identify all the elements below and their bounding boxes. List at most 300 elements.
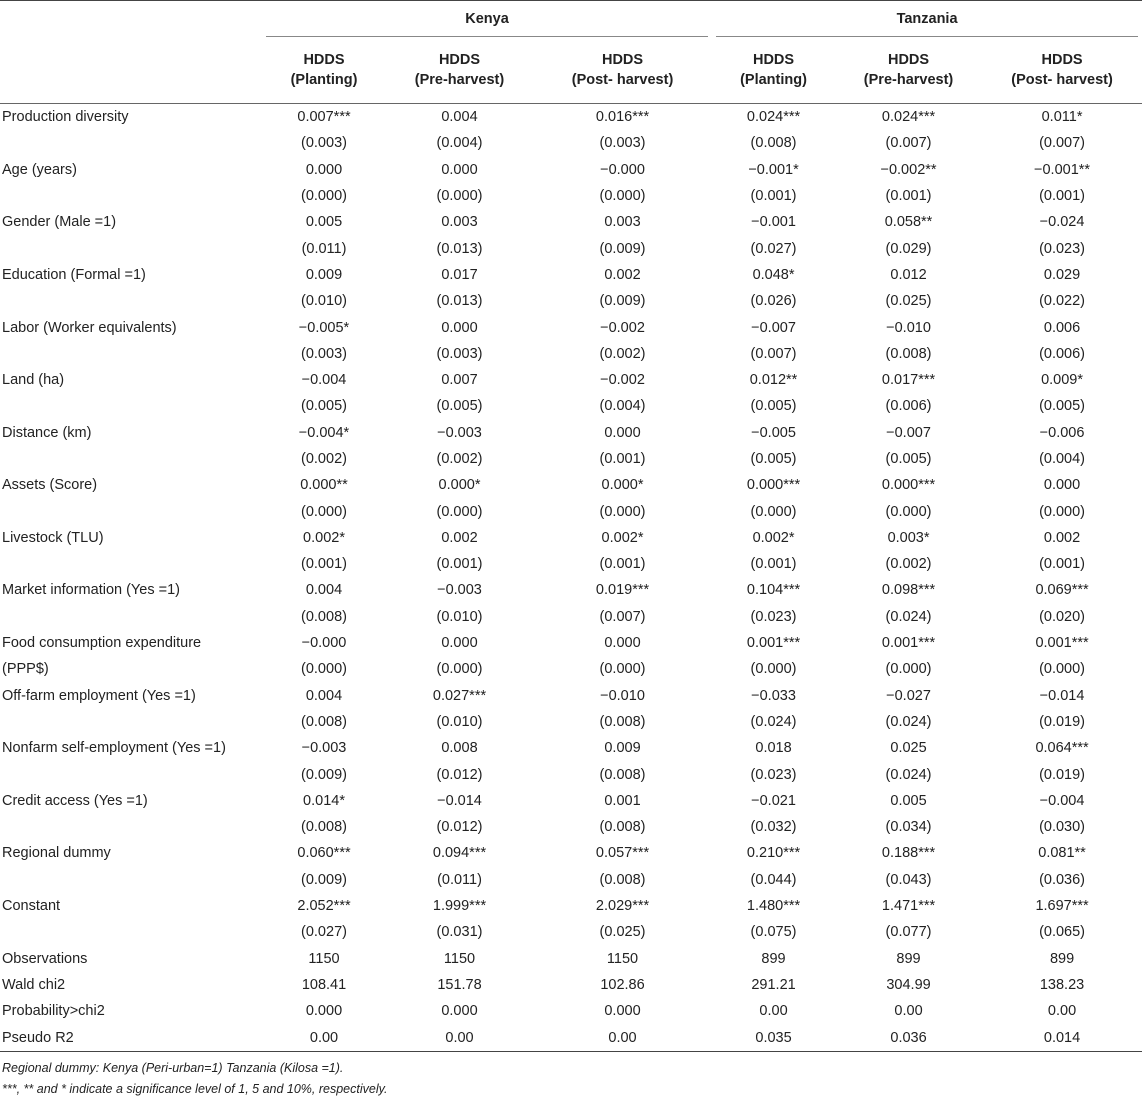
table-cell: (0.000) <box>750 661 797 678</box>
table-body <box>0 104 1142 1052</box>
table-cell: −0.014 <box>1039 687 1085 704</box>
table-cell: (0.000) <box>301 503 347 520</box>
table-cell: 0.000 <box>604 635 641 652</box>
table-cell: 0.00 <box>533 1024 712 1051</box>
column-header-5 <box>835 37 982 104</box>
table-cell: (0.000) <box>885 503 932 520</box>
table-cell: (0.011) <box>437 871 482 888</box>
table-cell: (0.019) <box>1039 766 1086 783</box>
table-cell: (0.008) <box>599 766 646 783</box>
table-row <box>0 709 1142 735</box>
table-cell: −0.001* <box>748 161 799 178</box>
table-row <box>0 183 1142 209</box>
table-cell: (0.007) <box>750 345 797 362</box>
table-cell: (0.008) <box>301 819 347 836</box>
table-cell: (0.006) <box>1039 345 1086 362</box>
table-cell: −0.021 <box>751 792 796 809</box>
table-cell: (0.002) <box>301 451 347 467</box>
table-cell: (0.012) <box>436 766 483 783</box>
table-cell: 0.003 <box>604 214 641 231</box>
table-cell: (0.000) <box>599 661 646 678</box>
table-cell: 138.23 <box>1039 976 1085 993</box>
table-cell: 0.002 <box>1043 529 1081 546</box>
table-cell: −0.024 <box>1039 214 1085 231</box>
table-cell: (0.005) <box>885 451 932 467</box>
table-row <box>0 446 1142 472</box>
table-cell: (0.001) <box>1039 556 1086 573</box>
row-label <box>0 341 262 367</box>
table-cell: 0.001*** <box>881 635 936 652</box>
table-cell: (0.001) <box>885 188 932 205</box>
table-cell: (0.012) <box>436 819 483 836</box>
table-cell: 2.029*** <box>595 898 650 915</box>
row-label: Land (ha) <box>2 372 65 389</box>
table-cell: (0.031) <box>436 924 483 941</box>
table-row <box>0 1024 1142 1051</box>
table-row <box>0 998 1142 1024</box>
table-cell: 0.000 <box>604 424 641 441</box>
column-header-6 <box>982 37 1142 104</box>
table-cell: 0.003* <box>887 529 930 546</box>
table-row <box>0 946 1142 972</box>
table-cell: 0.104*** <box>746 582 801 599</box>
table-cell: (0.024) <box>885 713 932 730</box>
table-cell: (0.000) <box>599 188 646 205</box>
table-cell: (0.001) <box>750 556 797 573</box>
table-cell: −0.002 <box>600 319 645 336</box>
table-cell: 0.000*** <box>881 477 936 494</box>
table-cell: 0.002 <box>604 266 641 283</box>
table-cell: 0.00 <box>1047 1003 1077 1020</box>
column-header-line: HDDS <box>1041 52 1083 68</box>
table-cell: 0.098*** <box>881 582 936 599</box>
table-cell: 0.00 <box>759 1003 788 1020</box>
table-cell: 0.058** <box>884 214 933 231</box>
table-cell: (0.077) <box>885 924 932 941</box>
table-cell: (0.007) <box>1039 135 1086 152</box>
table-cell: (0.024) <box>885 766 932 783</box>
table-cell: −0.002 <box>600 372 645 389</box>
table-cell: (0.005) <box>750 398 797 415</box>
table-cell: (0.000) <box>599 503 646 520</box>
table-cell: 291.21 <box>751 976 796 993</box>
table-cell: (0.024) <box>885 608 932 625</box>
row-label: Regional dummy <box>2 845 111 862</box>
table-cell: 0.029 <box>1043 266 1081 283</box>
table-cell: 0.009 <box>305 266 343 283</box>
table-cell: 0.004 <box>305 582 343 599</box>
table-cell: 304.99 <box>886 976 931 993</box>
row-label: Age (years) <box>2 161 77 178</box>
table-cell: 0.004 <box>441 109 478 126</box>
row-label: Livestock (TLU) <box>2 529 104 546</box>
table-cell: 0.004 <box>305 687 343 704</box>
table-cell: (0.001) <box>301 556 347 573</box>
table-cell: (0.002) <box>885 556 932 573</box>
table-cell: 0.001*** <box>746 635 801 652</box>
row-label <box>0 393 262 419</box>
table-cell: (0.022) <box>1039 293 1086 310</box>
table-cell: (0.009) <box>301 871 347 888</box>
table-cell: (0.010) <box>436 713 483 730</box>
row-label: Off-farm employment (Yes =1) <box>2 687 196 704</box>
row-label: Distance (km) <box>2 424 92 441</box>
column-header-line: HDDS <box>887 52 930 68</box>
row-label <box>0 709 262 735</box>
table-cell: (0.005) <box>301 398 347 415</box>
table-cell: −0.000 <box>301 635 347 652</box>
table-cell: 0.188*** <box>881 845 936 862</box>
row-label: Assets (Score) <box>2 477 98 494</box>
table-cell: (0.032) <box>750 819 797 836</box>
table-cell: 0.000 <box>441 635 478 652</box>
table-cell: 0.002* <box>752 529 795 546</box>
table-cell: (0.065) <box>1039 924 1086 941</box>
table-cell: −0.027 <box>886 687 931 704</box>
table-cell: (0.000) <box>436 661 483 678</box>
table-cell: (0.010) <box>436 608 483 625</box>
table-cell: (0.008) <box>750 135 797 152</box>
table-row <box>0 604 1142 630</box>
table-cell: (0.001) <box>599 451 646 467</box>
row-label: Education (Formal =1) <box>2 266 146 283</box>
table-cell: (0.003) <box>599 135 646 152</box>
table-cell: 0.000*** <box>746 477 801 494</box>
table-cell: (0.011) <box>301 240 347 257</box>
table-cell: 0.094*** <box>432 845 487 862</box>
table-cell: 0.036 <box>835 1024 982 1051</box>
table-cell: 0.000 <box>441 1003 478 1020</box>
column-header-line: (Pre-harvest) <box>863 72 954 88</box>
table-cell: 0.00 <box>894 1003 923 1020</box>
table-row <box>0 341 1142 367</box>
row-label: Observations <box>2 950 88 967</box>
table-cell: 0.000 <box>1043 477 1081 494</box>
table-cell: (0.001) <box>599 556 646 573</box>
table-notes <box>0 1058 1142 1100</box>
table-cell: 0.007*** <box>297 109 351 126</box>
table-cell: (0.030) <box>1039 819 1086 836</box>
table-cell: (0.000) <box>436 503 483 520</box>
table-cell: (0.009) <box>599 240 646 257</box>
row-label <box>0 183 262 209</box>
column-header-line: HDDS <box>303 52 345 68</box>
row-label: Wald chi2 <box>2 976 66 993</box>
table-cell: (0.008) <box>885 345 932 362</box>
table-cell: (0.027) <box>750 240 797 257</box>
header-blank-sub <box>0 37 262 104</box>
table-cell: 0.001 <box>604 792 641 809</box>
row-label <box>0 446 262 472</box>
table-row <box>0 788 1142 814</box>
row-label: Pseudo R2 <box>0 1024 262 1051</box>
table-cell: (0.002) <box>599 345 646 362</box>
table-row <box>0 104 1142 131</box>
table-cell: −0.033 <box>751 687 796 704</box>
note-significance: ***, ** and * indicate a significance level of 1, 5 and 10%, respectively. <box>2 1081 388 1096</box>
table-cell: 0.060*** <box>297 845 351 862</box>
table-cell: (0.008) <box>599 871 646 888</box>
table-cell: (0.034) <box>885 819 932 836</box>
row-label: Market information (Yes =1) <box>2 582 180 599</box>
row-label <box>0 498 262 524</box>
table-cell: −0.004 <box>301 372 347 389</box>
table-cell: 1.471*** <box>881 898 936 915</box>
table-cell: −0.006 <box>1039 424 1085 441</box>
table-cell: 0.009 <box>604 740 641 757</box>
table-cell: (0.000) <box>301 188 347 205</box>
table-cell: 0.018 <box>755 740 792 757</box>
table-cell: 0.025 <box>890 740 927 757</box>
table-cell: (0.007) <box>599 608 646 625</box>
table-cell: (0.027) <box>301 924 347 941</box>
table-header <box>0 1 1142 104</box>
table-cell: 0.081** <box>1038 845 1086 862</box>
row-label: Constant <box>2 898 61 915</box>
table-cell: (0.019) <box>1039 713 1086 730</box>
table-cell: −0.002** <box>880 161 937 178</box>
table-cell: 0.019*** <box>595 582 650 599</box>
table-row <box>0 919 1142 945</box>
table-cell: 0.002* <box>601 529 644 546</box>
table-row <box>0 761 1142 787</box>
row-label <box>0 235 262 261</box>
header-blank <box>0 1 262 38</box>
column-header-2 <box>386 37 533 104</box>
table-cell: −0.007 <box>886 424 931 441</box>
table-cell: (0.006) <box>885 398 932 415</box>
table-row <box>0 683 1142 709</box>
column-header-line: (Post- harvest) <box>1011 72 1113 88</box>
table-cell: (0.036) <box>1039 871 1086 888</box>
table-row <box>0 130 1142 156</box>
row-label <box>0 814 262 840</box>
note-regional-dummy: Regional dummy: Kenya (Peri-urban=1) Tanzania (Kilosa =1). <box>2 1060 344 1075</box>
row-label: Probability>chi2 <box>2 1003 105 1020</box>
table-cell: (0.003) <box>436 345 483 362</box>
table-cell: 0.012 <box>890 266 927 283</box>
table-cell: (0.023) <box>750 608 797 625</box>
table-row <box>0 420 1142 446</box>
table-cell: (0.008) <box>599 713 646 730</box>
column-header-3 <box>533 37 712 104</box>
table-row <box>0 840 1142 866</box>
table-cell: (0.010) <box>301 293 347 310</box>
table-cell: −0.004* <box>298 424 350 441</box>
table-cell: (0.001) <box>436 556 483 573</box>
table-cell: (0.000) <box>1039 503 1086 520</box>
table-cell: 0.000 <box>441 161 478 178</box>
table-cell: 0.00 <box>386 1024 533 1051</box>
row-label <box>0 130 262 156</box>
table-cell: 0.000 <box>604 1003 641 1020</box>
row-label <box>0 288 262 314</box>
table-cell: −0.004 <box>1039 792 1085 809</box>
table-cell: −0.010 <box>600 687 645 704</box>
table-cell: 1.480*** <box>746 898 801 915</box>
table-cell: 0.002 <box>441 529 478 546</box>
table-cell: 0.024*** <box>881 109 936 126</box>
table-cell: (0.003) <box>301 135 347 152</box>
group-header-tanzania: Tanzania <box>712 1 1142 38</box>
table-cell: 0.000* <box>438 477 481 494</box>
table-row <box>0 235 1142 261</box>
row-label <box>0 604 262 630</box>
table-cell: 0.001*** <box>1035 635 1089 652</box>
table-cell: 1.697*** <box>1035 898 1089 915</box>
table-cell: 0.000 <box>441 319 478 336</box>
table-cell: 0.000** <box>300 477 348 494</box>
column-header-line: HDDS <box>438 52 481 68</box>
row-label: Gender (Male =1) <box>2 214 117 231</box>
table-row <box>0 656 1142 682</box>
table-row <box>0 525 1142 551</box>
table-cell: (0.007) <box>885 135 932 152</box>
table-cell: (0.044) <box>750 871 797 888</box>
table-cell: (0.001) <box>750 188 797 205</box>
table-cell: 1150 <box>606 950 639 967</box>
table-cell: 0.000* <box>601 477 644 494</box>
table-row <box>0 893 1142 919</box>
table-cell: 0.005 <box>305 214 343 231</box>
column-header-line: (Planting) <box>740 72 807 88</box>
table-row <box>0 393 1142 419</box>
table-cell: 0.057*** <box>595 845 650 862</box>
table-cell: 0.000 <box>305 161 343 178</box>
table-cell: −0.005* <box>298 319 350 336</box>
table-cell: (0.013) <box>436 293 483 310</box>
table-row <box>0 498 1142 524</box>
table-cell: 0.014 <box>982 1024 1142 1051</box>
table-cell: (0.008) <box>599 819 646 836</box>
table-cell: 899 <box>896 950 921 967</box>
table-cell: 0.035 <box>712 1024 835 1051</box>
table-cell: (0.025) <box>885 293 932 310</box>
row-label <box>0 761 262 787</box>
table-cell: (0.003) <box>301 345 347 362</box>
table-cell: 0.064*** <box>1035 740 1089 757</box>
table-cell: 0.008 <box>441 740 478 757</box>
table-cell: (0.001) <box>1039 188 1086 205</box>
table-cell: 0.003 <box>441 214 478 231</box>
table-cell: 0.016*** <box>595 109 650 126</box>
table-cell: 0.002* <box>303 529 345 546</box>
table-cell: 102.86 <box>600 976 645 993</box>
table-cell: 0.210*** <box>746 845 801 862</box>
table-cell: −0.007 <box>751 319 796 336</box>
table-cell: −0.001** <box>1034 161 1091 178</box>
column-header-line: HDDS <box>601 52 644 68</box>
table-row <box>0 262 1142 288</box>
table-cell: (0.004) <box>599 398 646 415</box>
table-row <box>0 288 1142 314</box>
table-cell: (0.008) <box>301 608 347 625</box>
row-label <box>0 919 262 945</box>
row-label: Food consumption expenditure <box>2 635 202 652</box>
table-row <box>0 972 1142 998</box>
table-cell: 1.999*** <box>432 898 487 915</box>
row-label: Labor (Worker equivalents) <box>2 319 177 336</box>
table-cell: −0.003 <box>437 424 482 441</box>
table-cell: 151.78 <box>437 976 482 993</box>
table-row <box>0 735 1142 761</box>
row-label: Credit access (Yes =1) <box>2 792 148 809</box>
table-cell: (0.005) <box>750 451 797 467</box>
row-label: (PPP$) <box>2 661 49 678</box>
table-cell: 1150 <box>443 950 476 967</box>
table-cell: 0.017 <box>441 266 478 283</box>
table-cell: (0.005) <box>1039 398 1086 415</box>
column-header-1 <box>262 37 386 104</box>
table-cell: 2.052*** <box>297 898 351 915</box>
table-cell: (0.004) <box>1039 451 1086 467</box>
column-header-4 <box>712 37 835 104</box>
column-header-line: (Post- harvest) <box>571 72 674 88</box>
table-row <box>0 867 1142 893</box>
table-cell: 0.027*** <box>432 687 487 704</box>
row-label: Nonfarm self-employment (Yes =1) <box>2 740 226 757</box>
table-cell: (0.009) <box>599 293 646 310</box>
table-cell: 899 <box>761 950 786 967</box>
table-row <box>0 577 1142 603</box>
table-cell: 0.011* <box>1041 109 1083 126</box>
table-cell: (0.075) <box>750 924 797 941</box>
table-cell: 0.00 <box>262 1024 386 1051</box>
row-label <box>0 867 262 893</box>
column-header-line: HDDS <box>752 52 795 68</box>
table-cell: (0.009) <box>301 766 347 783</box>
table-cell: (0.025) <box>599 924 646 941</box>
table-cell: (0.004) <box>436 135 483 152</box>
table-cell: (0.008) <box>301 713 347 730</box>
table-cell: (0.024) <box>750 713 797 730</box>
row-label <box>0 551 262 577</box>
table-cell: (0.023) <box>750 766 797 783</box>
table-cell: 0.005 <box>890 792 927 809</box>
table-cell: (0.020) <box>1039 608 1086 625</box>
table-cell: (0.000) <box>436 188 483 205</box>
table-cell: (0.023) <box>1039 240 1086 257</box>
table-row <box>0 314 1142 340</box>
table-cell: 0.006 <box>1043 319 1081 336</box>
table-cell: (0.000) <box>885 661 932 678</box>
table-cell: (0.043) <box>885 871 932 888</box>
table-cell: 0.012** <box>749 372 798 389</box>
table-cell: (0.000) <box>750 503 797 520</box>
table-cell: 0.009* <box>1041 372 1084 389</box>
table-cell: 0.024*** <box>746 109 801 126</box>
table-row <box>0 209 1142 235</box>
group-header-kenya: Kenya <box>262 1 712 38</box>
table-cell: 0.069*** <box>1035 582 1089 599</box>
table-cell: (0.002) <box>436 451 483 467</box>
table-cell: (0.005) <box>436 398 483 415</box>
column-header-line: (Planting) <box>290 72 358 88</box>
table-cell: −0.001 <box>751 214 796 231</box>
table-cell: (0.026) <box>750 293 797 310</box>
table-cell: −0.005 <box>751 424 796 441</box>
table-cell: 0.017*** <box>881 372 936 389</box>
table-cell: 0.007 <box>441 372 478 389</box>
table-cell: −0.003 <box>301 740 347 757</box>
column-header-line: (Pre-harvest) <box>414 72 505 88</box>
table-row <box>0 367 1142 393</box>
table-row <box>0 472 1142 498</box>
table-cell: (0.029) <box>885 240 932 257</box>
table-cell: −0.003 <box>437 582 482 599</box>
table-cell: (0.013) <box>436 240 483 257</box>
table-row <box>0 814 1142 840</box>
